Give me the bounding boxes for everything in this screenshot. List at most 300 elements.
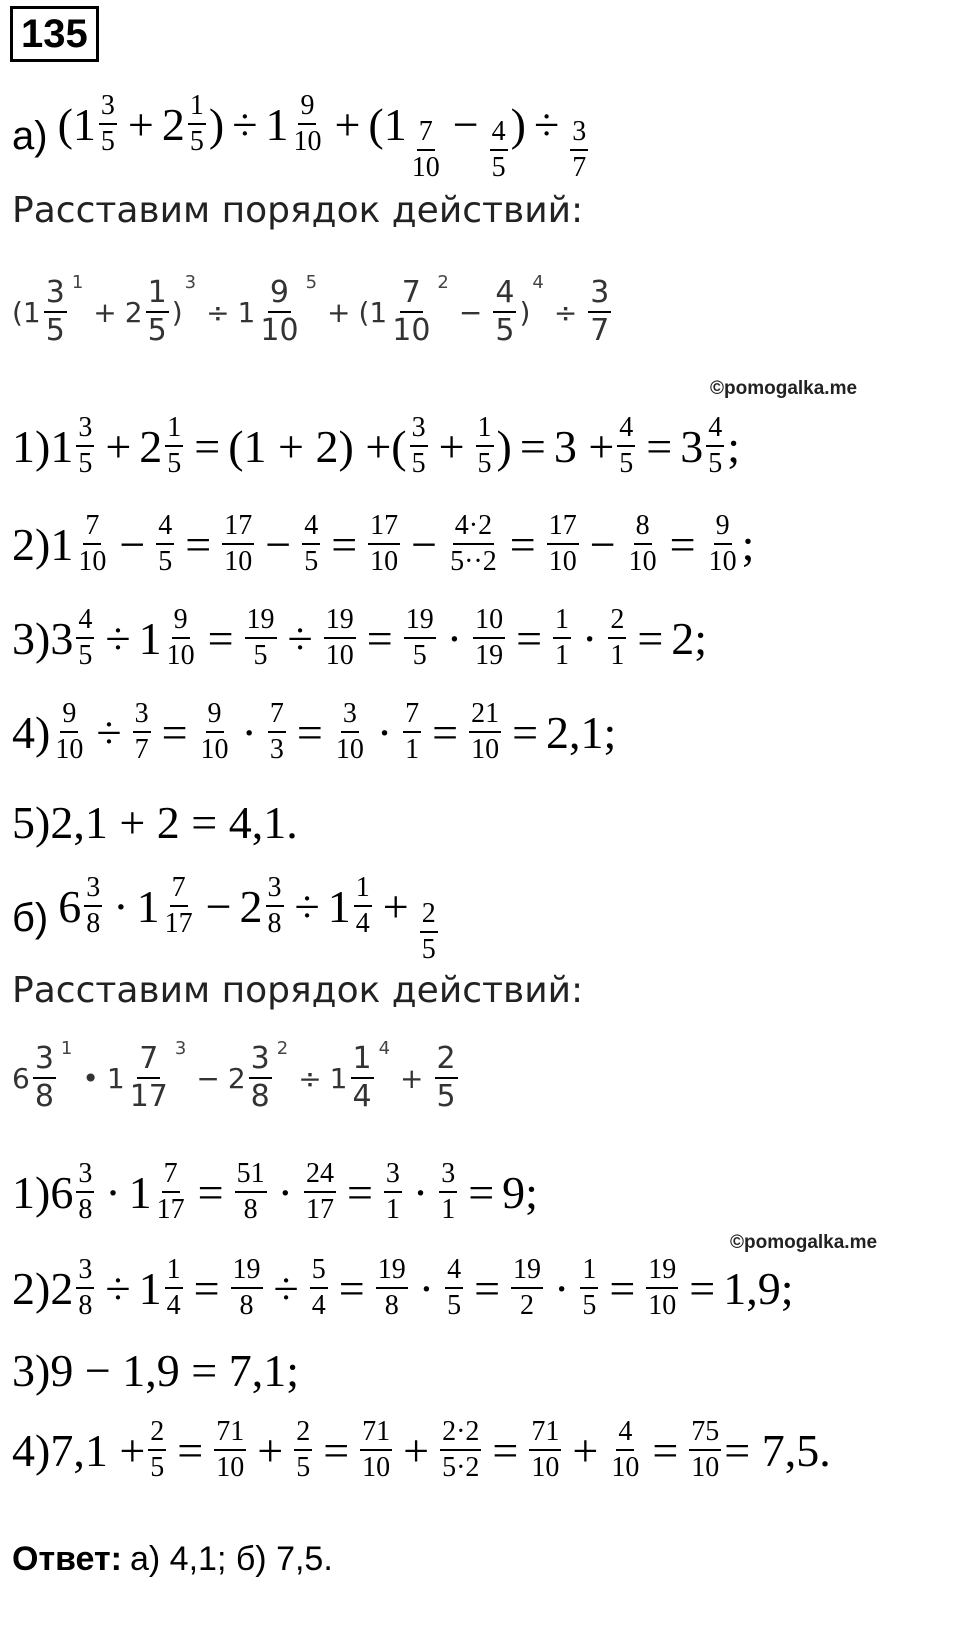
fraction [609, 1418, 641, 1482]
denominator: 7 [590, 313, 610, 348]
fraction [410, 115, 442, 183]
numerator: 3 [76, 414, 94, 447]
fraction [188, 92, 206, 156]
fraction [390, 275, 432, 348]
answer-text: а) 4,1; б) 7,5. [130, 1540, 333, 1578]
denominator: 3 [269, 734, 284, 765]
expr-a [58, 92, 592, 182]
fraction [165, 414, 183, 478]
math-text: · [376, 706, 393, 758]
fraction [580, 1256, 598, 1320]
fraction-token [432, 1041, 461, 1114]
denominator: 5 [708, 448, 723, 479]
math-text: ) [519, 295, 531, 329]
fraction [310, 1256, 328, 1320]
math-text: − [458, 295, 483, 329]
denominator: 8 [34, 1079, 54, 1114]
fraction [334, 700, 366, 764]
math-text: (1 [12, 295, 41, 329]
numerator: 4 [156, 512, 174, 545]
fraction [646, 1256, 678, 1320]
fraction-token [196, 700, 234, 764]
numerator: 3 [76, 1160, 94, 1193]
fraction-token [417, 897, 441, 965]
mixed-number: 2 $\frac{3}{8}$ [50, 1254, 93, 1321]
denominator: 10 [611, 1452, 640, 1483]
denominator: 5 [253, 640, 268, 671]
numerator: 7 [137, 1044, 160, 1079]
fraction-token [242, 606, 280, 670]
math-text: = [509, 518, 536, 570]
fraction-token [50, 700, 88, 764]
answer-label: Ответ: [12, 1540, 122, 1578]
math-text: 2; [671, 612, 708, 664]
numerator: 71 [214, 1418, 246, 1451]
math-text: = [432, 706, 459, 758]
denominator: 8 [243, 1194, 258, 1225]
numerator: 17 [368, 512, 400, 545]
denominator: 10 [411, 151, 440, 183]
fraction-token [255, 275, 303, 348]
math-text: = [652, 1424, 679, 1476]
math-text: 5) [12, 797, 51, 848]
math-text: = [177, 1424, 204, 1476]
fraction-token [41, 275, 70, 348]
fraction [384, 1160, 402, 1224]
denominator: 17 [305, 1194, 334, 1225]
mixed-number: 1 $\frac{7}{10}$ [50, 510, 107, 577]
denominator: 5 [158, 546, 173, 577]
numerator: 9 [298, 92, 316, 125]
math-text: + [327, 295, 351, 329]
denominator: 10 [325, 640, 354, 671]
math-text: 2 [227, 1061, 246, 1095]
numerator: 19 [646, 1256, 678, 1289]
numerator: 1 [351, 1044, 374, 1079]
numerator: 3 [410, 414, 428, 447]
numerator: 3 [249, 1044, 272, 1079]
part-a-label: а) [12, 114, 48, 159]
fraction [76, 1160, 94, 1224]
math-text: (1 [368, 98, 407, 150]
denominator: 5 [411, 448, 426, 479]
mixed-number: 6 $\frac{3}{8}$ [50, 1158, 93, 1225]
fraction [617, 414, 635, 478]
denominator: 5 [78, 448, 93, 479]
numerator: 3 [439, 1160, 457, 1193]
order-number: 1 [60, 1037, 73, 1059]
numerator: 19 [376, 1256, 408, 1289]
math-text: ; [741, 518, 755, 570]
mixed-number: 1 $\frac{9}{10}$ [138, 604, 195, 671]
fraction-token [466, 700, 504, 764]
math-text: 3) [12, 612, 51, 664]
denominator: 17 [164, 908, 193, 939]
math-text: = [331, 518, 358, 570]
numerator: 1 [580, 1256, 598, 1289]
fraction [440, 1418, 481, 1482]
fraction-token [30, 1041, 59, 1114]
fraction [235, 1160, 267, 1224]
denominator: 10 [216, 1452, 245, 1483]
math-text: = [474, 1262, 501, 1314]
denominator: 7 [572, 151, 587, 183]
step-a-5 [12, 796, 298, 849]
math-text: 9; [502, 1166, 538, 1218]
fraction [133, 700, 151, 764]
math-text: = [194, 420, 221, 472]
denominator: 5 [421, 933, 436, 965]
fraction [689, 1418, 721, 1482]
mixed-number: 3 $\frac{4}{5}$ [50, 604, 93, 671]
math-text: 1 [329, 1061, 348, 1095]
step-b-2 [12, 1256, 794, 1320]
fraction [435, 1041, 458, 1114]
order-number: 4 [532, 271, 544, 293]
step-a-2 [12, 512, 754, 576]
numerator: 4 [706, 414, 724, 447]
math-text: · [412, 1166, 429, 1218]
fraction [493, 275, 516, 348]
fraction-token [228, 1256, 266, 1320]
math-text: = [296, 706, 323, 758]
fraction [163, 874, 195, 938]
math-text: = [207, 612, 234, 664]
denominator: 10 [166, 640, 195, 671]
numerator: 3 [266, 874, 284, 907]
numerator: 7 [417, 118, 435, 151]
denominator: 10 [370, 546, 399, 577]
fraction-token [246, 1041, 275, 1114]
math-text: · [582, 612, 598, 664]
denominator: 8 [78, 1194, 93, 1225]
fraction [547, 512, 579, 576]
fraction-token [436, 1160, 460, 1224]
denominator: 10 [691, 1452, 720, 1483]
watermark: ©pomogalka.me [730, 1232, 878, 1253]
math-text: + [382, 880, 409, 932]
fraction [214, 1418, 246, 1482]
numerator: 4 [616, 1418, 634, 1451]
fraction-token [473, 414, 497, 478]
numerator: 9 [206, 700, 224, 733]
fraction [420, 897, 438, 965]
denominator: 10 [260, 313, 299, 348]
order-number: 4 [378, 1037, 391, 1059]
numerator: 3 [588, 278, 611, 313]
fraction-token [307, 1256, 331, 1320]
numerator: 1 [354, 874, 372, 907]
denominator: 10 [200, 734, 229, 765]
numerator: 17 [222, 512, 254, 545]
math-text: + [93, 295, 117, 329]
math-text: 7,1 + [50, 1424, 146, 1476]
fraction [511, 1256, 543, 1320]
numerator: 3 [76, 1256, 94, 1289]
numerator: 71 [360, 1418, 392, 1451]
numerator: 1 [188, 92, 206, 125]
math-text: ÷ [96, 706, 122, 758]
numerator: 9 [714, 512, 732, 545]
numerator: 7 [403, 700, 421, 733]
numerator: 5 [310, 1256, 328, 1289]
fraction [84, 874, 102, 938]
math-text: 9 − 1,9 = 7,1; [50, 1345, 299, 1396]
math-text: · [105, 1166, 121, 1218]
math-text: · [418, 1262, 435, 1314]
mixed-number: 1 $\frac{1}{4}$ [138, 1254, 181, 1321]
fraction [258, 275, 300, 348]
step-a-4 [12, 700, 616, 764]
fraction-token [400, 700, 424, 764]
mixed-number: 1 $\frac{9}{10}$ [265, 90, 322, 157]
fraction [403, 700, 421, 764]
order-heading-a: Расставим порядок действий: [12, 190, 584, 231]
fraction-token [606, 1418, 644, 1482]
part-b-label: б) [12, 896, 49, 941]
numerator: 3 [33, 1044, 56, 1079]
numerator: 3 [133, 700, 151, 733]
order-heading-b: Расставим порядок действий: [12, 970, 584, 1011]
denominator: 17 [156, 1194, 185, 1225]
denominator: 1 [555, 640, 570, 671]
denominator: 5 [100, 126, 115, 157]
denominator: 5 [189, 126, 204, 157]
math-text: ÷ [206, 295, 230, 329]
fraction-token [407, 414, 431, 478]
fraction-token [211, 1418, 249, 1482]
fraction [165, 606, 197, 670]
fraction [294, 1418, 312, 1482]
math-text: ) [510, 98, 526, 150]
numerator: 7 [400, 278, 423, 313]
fraction [324, 606, 356, 670]
math-text: = [669, 518, 696, 570]
denominator: 10 [648, 1290, 677, 1321]
fraction-token [348, 1041, 377, 1114]
step-a-3 [12, 606, 707, 670]
denominator: 5 [477, 448, 492, 479]
math-text: (1 [358, 295, 388, 329]
fraction [155, 1160, 187, 1224]
math-text: 1 [237, 295, 256, 329]
fraction [448, 512, 499, 576]
step-b-1 [12, 1160, 538, 1224]
math-text: = [637, 612, 664, 664]
fraction [553, 606, 571, 670]
denominator: 5 [447, 1290, 462, 1321]
denominator: 7 [134, 734, 149, 765]
numerator: 1 [165, 414, 183, 447]
fraction-token [357, 1418, 395, 1482]
math-text: ÷ [553, 295, 578, 329]
fraction-token [577, 1256, 601, 1320]
numerator: 7 [162, 1160, 180, 1193]
math-text: + [105, 420, 132, 472]
math-text: + [400, 1061, 424, 1095]
denominator: 5 [491, 151, 506, 183]
denominator: 10 [628, 546, 657, 577]
math-text: = [323, 1424, 350, 1476]
denominator: 5 [412, 640, 427, 671]
fraction [53, 700, 85, 764]
denominator: 4 [166, 1290, 181, 1321]
fraction [146, 275, 169, 348]
numerator: 4 [493, 278, 516, 313]
fraction [354, 874, 372, 938]
fraction [404, 606, 436, 670]
numerator: 75 [689, 1418, 721, 1451]
denominator: 5 [495, 313, 515, 348]
fraction-token [373, 1256, 411, 1320]
fraction-token [643, 1256, 681, 1320]
mixed-number: 2 $\frac{1}{5}$ [161, 90, 204, 157]
denominator: 10 [78, 546, 107, 577]
math-text: · [277, 1166, 293, 1218]
mixed-number: 2 $\frac{1}{5}$ [139, 412, 182, 479]
math-text: = [346, 1166, 373, 1218]
fraction-token [381, 1160, 405, 1224]
denominator: 10 [531, 1452, 560, 1483]
fraction [128, 1041, 170, 1114]
math-text: · [113, 880, 129, 932]
part-a-expression [12, 92, 591, 182]
order-b [12, 1037, 461, 1114]
math-text: ; [727, 420, 741, 472]
math-text: ÷ [105, 1262, 131, 1314]
math-text: + [257, 1424, 284, 1476]
fraction [76, 606, 94, 670]
mixed-number: 6 $\frac{3}{8}$ [58, 872, 101, 939]
math-text: 1,9; [723, 1262, 794, 1314]
math-text: − [589, 518, 616, 570]
fraction [627, 512, 659, 576]
denominator: 5 [78, 640, 93, 671]
fraction-token [125, 1041, 173, 1114]
math-text: 2,1; [546, 706, 617, 758]
math-text: (1 + 2) + [228, 420, 392, 472]
math-text: 4) [12, 706, 51, 758]
numerator: 1 [553, 606, 571, 639]
denominator: 10 [392, 313, 431, 348]
math-text: 2) [12, 518, 51, 570]
fraction [44, 275, 67, 348]
fraction-token [567, 115, 591, 183]
denominator: 19 [475, 640, 504, 671]
math-text: 1) [12, 1166, 51, 1218]
fraction-token [219, 512, 257, 576]
fraction-token [232, 1160, 270, 1224]
fraction [222, 512, 254, 576]
mixed-number: 2 $\frac{3}{8}$ [239, 872, 282, 939]
fraction-token [614, 414, 638, 478]
numerator: 7 [83, 512, 101, 545]
numerator: 21 [469, 700, 501, 733]
math-text: ( [57, 98, 73, 150]
fraction [231, 1256, 263, 1320]
fraction-token [508, 1256, 546, 1320]
fraction [76, 512, 108, 576]
denominator: 1 [441, 1194, 456, 1225]
numerator: 19 [404, 606, 436, 639]
math-text: ) [496, 420, 512, 472]
numerator: 9 [60, 700, 78, 733]
math-text: 3 + [553, 420, 615, 472]
denominator: 4 [352, 1079, 372, 1114]
math-text: + [403, 1424, 430, 1476]
numerator: 7 [268, 700, 286, 733]
fraction-token [624, 512, 662, 576]
fraction [469, 700, 501, 764]
denominator: 5·2 [442, 1452, 480, 1483]
fraction-token [704, 512, 742, 576]
fraction [165, 1256, 183, 1320]
fraction [707, 512, 739, 576]
denominator: 10 [362, 1452, 391, 1483]
numerator: 3 [341, 700, 359, 733]
fraction-token [321, 606, 359, 670]
math-text: = [516, 612, 543, 664]
math-text: 3) [12, 1345, 51, 1396]
math-text: = [185, 518, 212, 570]
fraction [76, 414, 94, 478]
fraction-token [265, 700, 289, 764]
denominator: 1 [405, 734, 420, 765]
math-text: ÷ [273, 1262, 299, 1314]
watermark: ©pomogalka.me [710, 378, 858, 399]
fraction-token [470, 606, 508, 670]
math-text: · [554, 1262, 570, 1314]
part-b-expression [12, 874, 441, 964]
denominator: 5 [147, 313, 167, 348]
math-text: ) [208, 98, 225, 150]
math-text: − [265, 518, 292, 570]
math-text: + [572, 1424, 599, 1476]
fraction [249, 1041, 272, 1114]
math-text: 2,1 + 2 = 4,1. [50, 797, 298, 848]
mixed-number: 1 $\frac{1}{4}$ [327, 872, 370, 939]
math-text: 1) [12, 420, 51, 472]
fraction [76, 1256, 94, 1320]
fraction-token [487, 115, 511, 183]
math-text: = [197, 1166, 224, 1218]
fraction [445, 1256, 463, 1320]
fraction [304, 1160, 336, 1224]
fraction-token [331, 700, 369, 764]
denominator: 5 [296, 1452, 311, 1483]
numerator: 10 [473, 606, 505, 639]
math-text: ÷ [105, 612, 131, 664]
numerator: 51 [235, 1160, 267, 1193]
denominator: 8 [267, 908, 282, 939]
expr-b [58, 874, 440, 964]
mixed-number: 1 $\frac{3}{5}$ [50, 412, 93, 479]
math-text: + [438, 420, 465, 472]
fraction [156, 512, 174, 576]
numerator: 19 [324, 606, 356, 639]
math-text: = [193, 1262, 220, 1314]
denominator: 8 [384, 1290, 399, 1321]
math-text: ÷ [232, 98, 258, 150]
math-text: = [468, 1166, 495, 1218]
denominator: 10 [708, 546, 737, 577]
denominator: 10 [548, 546, 577, 577]
math-text: − [196, 1061, 220, 1095]
denominator: 8 [86, 908, 101, 939]
step-b-3 [12, 1344, 299, 1397]
math-text: − [452, 98, 479, 150]
answer [12, 1540, 333, 1579]
